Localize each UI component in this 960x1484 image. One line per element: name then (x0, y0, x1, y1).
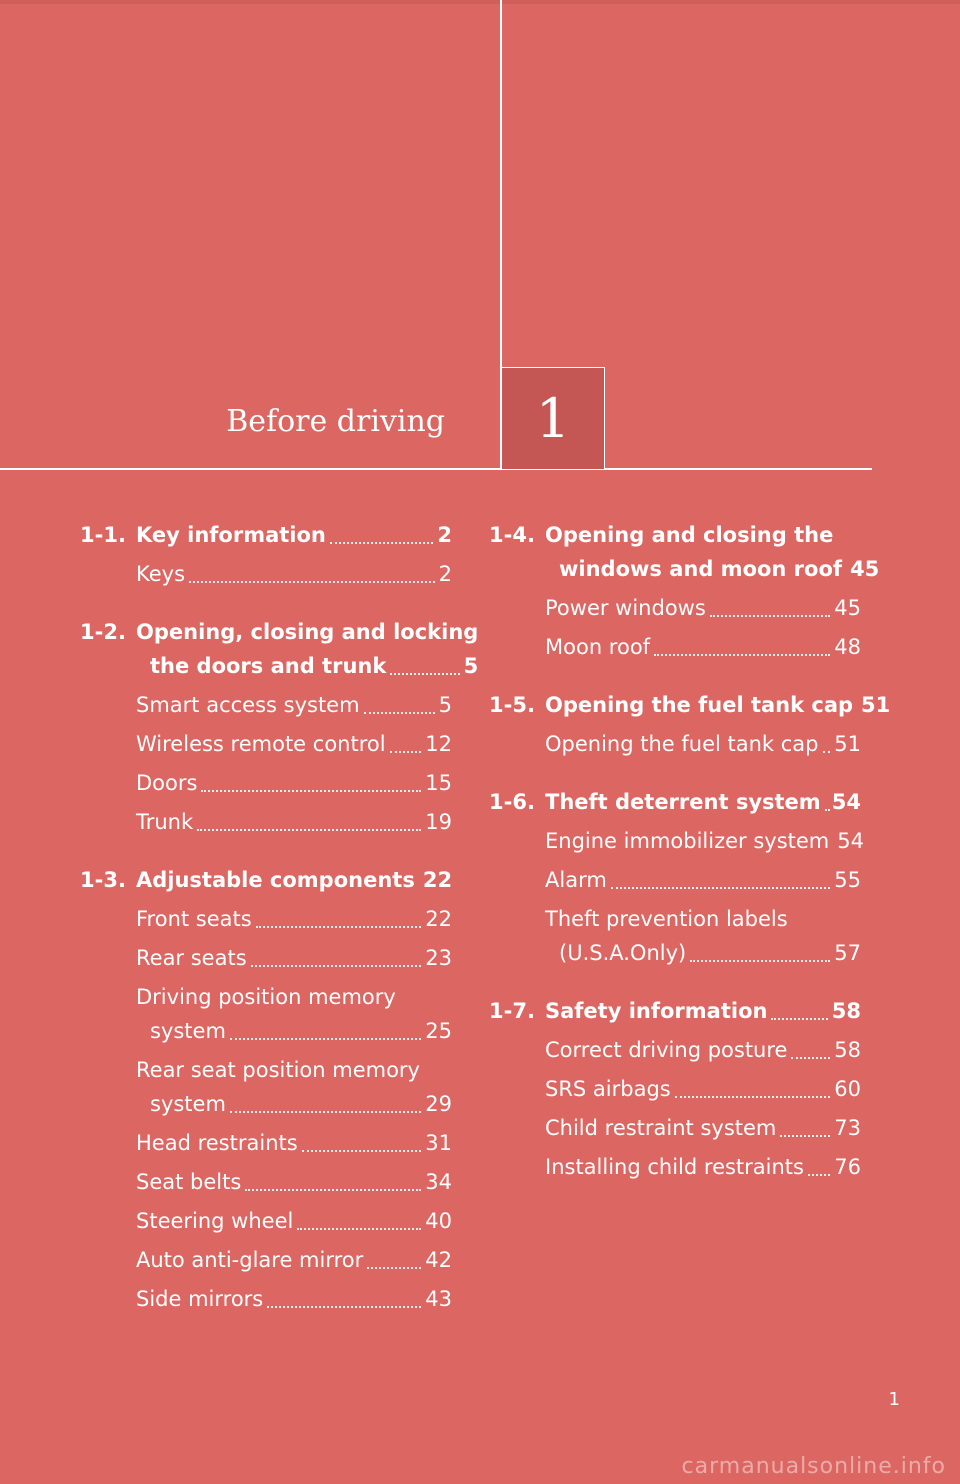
dot-leader (791, 1057, 830, 1059)
toc-section (80, 518, 452, 591)
toc-section (80, 863, 452, 1316)
toc-page-number: 51 (861, 693, 891, 717)
toc-line (136, 688, 452, 722)
section-heading[interactable] (80, 615, 479, 683)
toc-line (136, 557, 452, 591)
dot-leader (690, 960, 830, 962)
toc-line-text: Alarm (545, 868, 607, 892)
section-number: 1-1. (80, 523, 126, 547)
dot-leader (189, 581, 435, 583)
dot-leader (267, 1306, 421, 1308)
dot-leader (780, 1135, 830, 1137)
toc-line (136, 1014, 452, 1048)
toc-line-text: Rear seat position memory (136, 1058, 420, 1082)
toc-line-text: Keys (136, 562, 186, 586)
toc-line-text: windows and moon roof (559, 557, 843, 581)
section-title (545, 518, 879, 586)
dot-leader (230, 1111, 421, 1113)
toc-line (136, 863, 452, 897)
toc-entry[interactable] (545, 727, 861, 761)
toc-line (545, 630, 861, 664)
toc-entry[interactable] (136, 980, 452, 1048)
toc-entry[interactable] (136, 1282, 452, 1316)
toc-entry[interactable] (545, 1111, 861, 1145)
toc-entry[interactable] (136, 941, 452, 975)
dot-leader (808, 1174, 830, 1176)
toc-line-text: Auto anti-glare mirror (136, 1248, 364, 1272)
section-heading[interactable] (489, 688, 891, 722)
toc-entry[interactable] (136, 1165, 452, 1199)
toc-entry[interactable] (136, 1126, 452, 1160)
toc-line-text: Opening, closing and locking (136, 620, 479, 644)
dot-leader (297, 1228, 421, 1230)
dot-leader (245, 1189, 421, 1191)
section-title (545, 785, 861, 819)
toc-line (136, 980, 452, 1014)
dot-leader (330, 542, 433, 544)
toc-line (136, 805, 452, 839)
toc-page-number: 22 (425, 907, 452, 931)
toc-line (136, 766, 452, 800)
toc-column-right (489, 518, 891, 1208)
toc-page-number: 25 (425, 1019, 452, 1043)
section-heading[interactable] (80, 863, 452, 897)
toc-entry[interactable] (136, 766, 452, 800)
toc-page-number: 45 (850, 557, 880, 581)
section-title (136, 518, 452, 552)
toc-line-text: SRS airbags (545, 1077, 671, 1101)
toc-line (136, 518, 452, 552)
toc-line (545, 785, 861, 819)
dot-leader (771, 1018, 827, 1020)
section-number: 1-2. (80, 620, 126, 644)
toc-line-text: system (150, 1019, 226, 1043)
toc-line-text: system (150, 1092, 226, 1116)
dot-leader (710, 615, 830, 617)
toc-line-text: Driving position memory (136, 985, 396, 1009)
section-title (545, 994, 861, 1028)
toc-line-text: Trunk (136, 810, 194, 834)
toc-line (545, 552, 879, 586)
toc-page-number: 19 (425, 810, 452, 834)
toc-section (489, 688, 891, 761)
toc-page-number: 2 (437, 523, 452, 547)
toc-line (136, 1165, 452, 1199)
toc-line-text: Moon roof (545, 635, 651, 659)
toc-page-number: 22 (422, 868, 453, 892)
toc-entry[interactable] (545, 824, 864, 858)
chapter-number: 1 (535, 387, 571, 450)
toc-page-number: 29 (425, 1092, 452, 1116)
toc-line (545, 1150, 861, 1184)
toc-page-number: 45 (834, 596, 861, 620)
horizontal-divider (0, 468, 872, 470)
section-heading[interactable] (80, 518, 452, 552)
toc-column-left (80, 518, 479, 1340)
toc-line-text: Steering wheel (136, 1209, 294, 1233)
toc-page-number: 34 (425, 1170, 452, 1194)
toc-line-text: (U.S.A.Only) (559, 941, 687, 965)
toc-line-text: Key information (136, 523, 326, 547)
toc-line (136, 1282, 452, 1316)
dot-leader (675, 1096, 831, 1098)
toc-entry[interactable] (545, 1072, 861, 1106)
toc-section (489, 994, 861, 1184)
toc-line-text: Installing child restraints (545, 1155, 804, 1179)
dot-leader (201, 790, 421, 792)
page-number: 1 (888, 1389, 900, 1410)
toc-page-number: 58 (834, 1038, 861, 1062)
toc-line (136, 727, 452, 761)
toc-page-number: 54 (837, 829, 864, 853)
toc-page-number: 55 (834, 868, 861, 892)
toc-line-text: Front seats (136, 907, 252, 931)
section-number: 1-6. (489, 790, 535, 814)
toc-entry[interactable] (545, 1150, 861, 1184)
toc-line (136, 615, 478, 649)
toc-page-number: 43 (425, 1287, 452, 1311)
toc-page-number: 5 (463, 654, 479, 678)
toc-line-text: Power windows (545, 596, 706, 620)
toc-line (545, 518, 879, 552)
toc-line-text: Wireless remote control (136, 732, 386, 756)
toc-entry[interactable] (136, 557, 452, 591)
toc-entry[interactable] (545, 591, 861, 625)
toc-entry[interactable] (136, 688, 452, 722)
chapter-number-box (501, 367, 605, 469)
toc-line (545, 1033, 861, 1067)
toc-line-text: Opening and closing the (545, 523, 834, 547)
toc-line (545, 727, 861, 761)
toc-line-text: Smart access system (136, 693, 360, 717)
dot-leader (197, 829, 421, 831)
dot-leader (230, 1038, 421, 1040)
toc-line-text: Child restraint system (545, 1116, 777, 1140)
toc-line-text: Side mirrors (136, 1287, 264, 1311)
toc-page-number: 31 (425, 1131, 452, 1155)
toc-line (136, 1087, 452, 1121)
dot-leader (611, 887, 830, 889)
toc-page-number: 58 (831, 999, 861, 1023)
toc-line-text: Seat belts (136, 1170, 242, 1194)
toc-entry[interactable] (136, 902, 452, 936)
section-number: 1-5. (489, 693, 535, 717)
toc-line (545, 591, 861, 625)
section-number: 1-4. (489, 523, 535, 547)
toc-page-number: 2 (438, 562, 452, 586)
toc-section (80, 615, 479, 839)
dot-leader (390, 673, 459, 675)
toc-entry[interactable] (136, 1204, 452, 1238)
toc-line (545, 902, 861, 936)
chapter-title: Before driving (226, 404, 445, 439)
toc-line-text: Correct driving posture (545, 1038, 788, 1062)
toc-line (136, 1126, 452, 1160)
dot-leader (251, 965, 422, 967)
watermark: carmanualsonline.info (681, 1454, 946, 1479)
section-title (136, 615, 478, 683)
toc-page-number: 42 (425, 1248, 452, 1272)
toc-line (545, 1111, 861, 1145)
toc-page-number: 73 (834, 1116, 861, 1140)
dot-leader (256, 926, 422, 928)
section-heading[interactable] (489, 518, 880, 586)
toc-line (136, 1204, 452, 1238)
toc-page-number: 12 (425, 732, 452, 756)
toc-line (545, 936, 861, 970)
toc-page-number: 57 (834, 941, 861, 965)
toc-entry[interactable] (545, 863, 861, 897)
dot-leader (390, 751, 422, 753)
toc-page-number: 48 (834, 635, 861, 659)
dot-leader (364, 712, 435, 714)
toc-line-text: Rear seats (136, 946, 247, 970)
section-number: 1-3. (80, 868, 126, 892)
toc-page-number: 60 (834, 1077, 861, 1101)
toc-line (136, 902, 452, 936)
toc-line (545, 863, 861, 897)
toc-entry[interactable] (136, 805, 452, 839)
toc-line-text: Head restraints (136, 1131, 298, 1155)
toc-section (489, 785, 864, 970)
toc-line-text: Opening the fuel tank cap (545, 693, 854, 717)
toc-line (136, 941, 452, 975)
toc-page-number: 51 (834, 732, 861, 756)
toc-line-text: Opening the fuel tank cap (545, 732, 819, 756)
toc-line (136, 649, 478, 683)
toc-line-text: Safety information (545, 999, 768, 1023)
toc-entry[interactable] (545, 630, 861, 664)
toc-page-number: 5 (438, 693, 452, 717)
toc-line-text: Adjustable components (136, 868, 415, 892)
toc-line-text: Theft deterrent system (545, 790, 821, 814)
dot-leader (367, 1267, 421, 1269)
toc-line (545, 688, 890, 722)
toc-entry[interactable] (545, 902, 861, 970)
toc-line (545, 824, 864, 858)
section-title (545, 688, 890, 722)
toc-page-number: 54 (831, 790, 861, 814)
toc-entry[interactable] (136, 1243, 452, 1277)
dot-leader (825, 809, 828, 811)
dot-leader (302, 1150, 422, 1152)
toc-line-text: the doors and trunk (150, 654, 387, 678)
toc-line-text: Theft prevention labels (545, 907, 788, 931)
section-heading[interactable] (489, 785, 861, 819)
toc-line-text: Engine immobilizer system (545, 829, 830, 853)
toc-page-number: 76 (834, 1155, 861, 1179)
section-heading[interactable] (489, 994, 861, 1028)
toc-section (489, 518, 880, 664)
section-title (136, 863, 452, 897)
dot-leader (654, 654, 830, 656)
toc-page-number: 15 (425, 771, 452, 795)
toc-line (136, 1053, 452, 1087)
toc-entry[interactable] (545, 1033, 861, 1067)
section-number: 1-7. (489, 999, 535, 1023)
toc-entry[interactable] (136, 727, 452, 761)
toc-line (136, 1243, 452, 1277)
dot-leader (823, 751, 831, 753)
top-border (0, 0, 960, 4)
toc-entry[interactable] (136, 1053, 452, 1121)
toc-page-number: 23 (425, 946, 452, 970)
toc-line-text: Doors (136, 771, 198, 795)
toc-line (545, 1072, 861, 1106)
toc-line (545, 994, 861, 1028)
toc-page-number: 40 (425, 1209, 452, 1233)
